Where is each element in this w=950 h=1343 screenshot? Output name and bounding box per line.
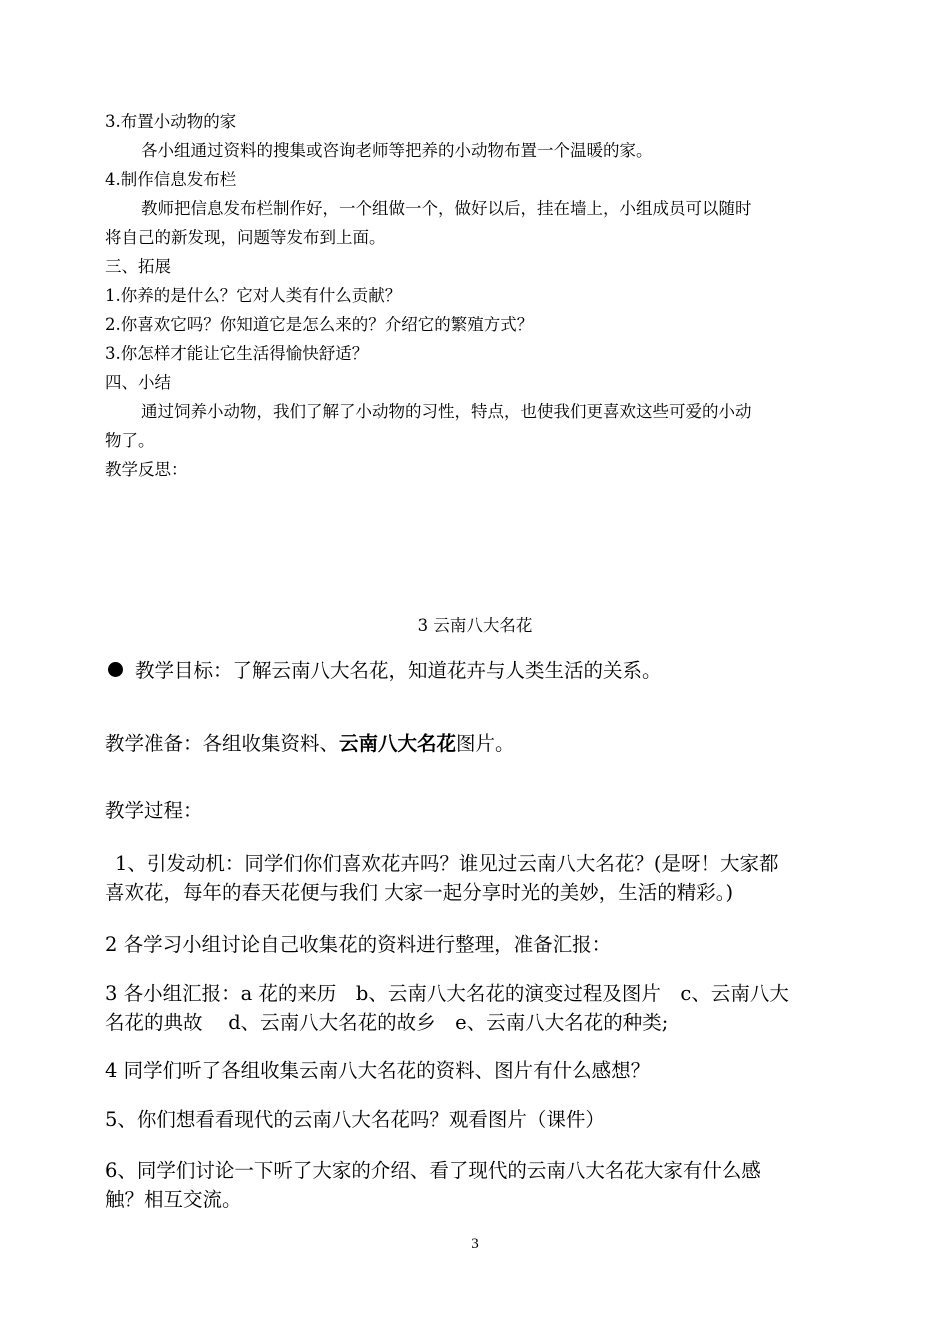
step3-line1: 3 各小组汇报：a 花的来历 b、云南八大名花的演变过程及图片 c、云南八大 (105, 982, 789, 1005)
prep-prefix: 教学准备：各组收集资料、 (105, 732, 340, 755)
summary-line1: 通过饲养小动物，我们了解了小动物的习性，特点，也使我们更喜欢这些可爱的小动 (141, 402, 752, 421)
item3-title: 3.布置小动物的家 (105, 112, 237, 131)
prep-bold: 云南八大名花 (339, 732, 457, 755)
teaching-goal-text: 教学目标：了解云南八大名花，知道花卉与人类生活的关系。 (135, 659, 662, 682)
teaching-process-heading: 教学过程： (105, 799, 203, 822)
teaching-reflection: 教学反思： (105, 460, 188, 479)
section-heading-4: 四、小结 (105, 373, 171, 392)
section-heading-3: 三、拓展 (105, 257, 171, 276)
item4-title: 4.制作信息发布栏 (105, 170, 237, 189)
prep-suffix: 图片。 (456, 732, 515, 755)
step5: 5、你们想看看现代的云南八大名花吗？观看图片（课件） (105, 1108, 605, 1131)
teaching-goal (108, 655, 662, 683)
step2: 2 各学习小组讨论自己收集花的资料进行整理，准备汇报： (105, 933, 612, 956)
lesson-title: 3 云南八大名花 (417, 616, 533, 635)
page-number: 3 (471, 1236, 479, 1252)
item3-body: 各小组通过资料的搜集或咨询老师等把养的小动物布置一个温暖的家。 (141, 141, 653, 160)
summary-line2: 物了。 (105, 431, 155, 450)
item4-body-line1: 教师把信息发布栏制作好，一个组做一个，做好以后，挂在墙上，小组成员可以随时 (141, 199, 752, 218)
bullet-icon (108, 662, 123, 677)
teaching-preparation (105, 728, 515, 756)
step1-line1: 1、引发动机：同学们你们喜欢花卉吗？谁见过云南八大名花？(是呀！大家都 (115, 852, 779, 875)
question-1: 1.你养的是什么？它对人类有什么贡献？ (105, 286, 402, 305)
step3-line2: 名花的典故 d、云南八大名花的故乡 e、云南八大名花的种类; (105, 1011, 669, 1034)
step4: 4 同学们听了各组收集云南八大名花的资料、图片有什么感想？ (105, 1059, 651, 1082)
question-3: 3.你怎样才能让它生活得愉快舒适？ (105, 344, 369, 363)
step6-line2: 触？相互交流。 (105, 1188, 242, 1211)
item4-body-line2: 将自己的新发现，问题等发布到上面。 (105, 228, 386, 247)
step1-line2: 喜欢花，每年的春天花便与我们 大家一起分享时光的美妙，生活的精彩。) (105, 881, 734, 904)
step6-line1: 6、同学们讨论一下听了大家的介绍、看了现代的云南八大名花大家有什么感 (105, 1159, 761, 1182)
question-2: 2.你喜欢它吗？你知道它是怎么来的？介绍它的繁殖方式？ (105, 315, 534, 334)
